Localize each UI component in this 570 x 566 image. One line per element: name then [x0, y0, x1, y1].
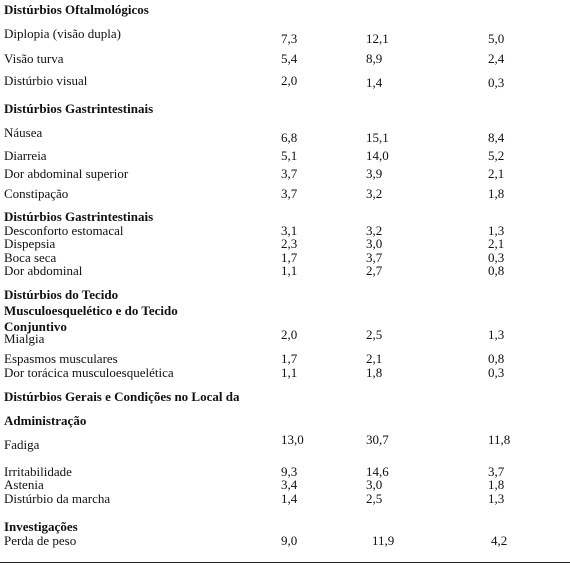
- row-label: Desconforto estomacal: [4, 223, 124, 238]
- value-col-2: 15,1: [366, 130, 389, 145]
- table-row: [0, 366, 570, 380]
- value-col-3: 0,8: [488, 351, 505, 366]
- value-col-1: 3,4: [281, 477, 298, 492]
- section-heading-musculoskeletal-line-1: Distúrbios do Tecido: [4, 287, 119, 302]
- value-col-2: 8,9: [366, 51, 383, 66]
- value-col-1: 1,7: [281, 351, 298, 366]
- section-heading-ophthalmic: Distúrbios Oftalmológicos: [4, 2, 149, 17]
- value-col-2: 3,7: [366, 250, 383, 265]
- value-col-2: 1,8: [366, 365, 383, 380]
- row-label: Astenia: [4, 477, 44, 492]
- table-row: [0, 26, 570, 46]
- row-label: Visão turva: [4, 51, 64, 66]
- value-col-3: 8,4: [488, 130, 505, 145]
- value-col-3: 3,7: [488, 464, 505, 479]
- table-row: [0, 125, 570, 145]
- section-heading-general-line-2: Administração: [4, 413, 87, 428]
- value-col-2: 1,4: [366, 75, 383, 90]
- value-col-2: 3,0: [366, 236, 383, 251]
- value-col-1: 3,7: [281, 186, 298, 201]
- value-col-3: 5,2: [488, 148, 505, 163]
- value-col-3: 5,0: [488, 31, 505, 46]
- section-heading-musculoskeletal-line-2: Musculoesquelético e do Tecido: [4, 303, 178, 318]
- value-col-1: 1,1: [281, 263, 298, 278]
- value-col-2: 2,5: [366, 491, 383, 506]
- row-label: Distúrbio visual: [4, 73, 88, 88]
- value-col-3: 1,8: [488, 477, 505, 492]
- table-row: [0, 264, 570, 278]
- section-heading-gastrointestinal: Distúrbios Gastrintestinais: [4, 101, 154, 116]
- value-col-2: 2,5: [366, 327, 383, 342]
- table-row: [0, 52, 570, 66]
- value-col-2: 3,2: [366, 186, 383, 201]
- row-label: Náusea: [4, 125, 43, 140]
- value-col-1: 6,8: [281, 130, 298, 145]
- value-col-1: 9,3: [281, 464, 298, 479]
- value-col-3: 1,3: [488, 223, 505, 238]
- row-label: Fadiga: [4, 437, 40, 452]
- value-col-1: 2,0: [281, 327, 298, 342]
- row-label: Distúrbio da marcha: [4, 491, 111, 506]
- value-col-1: 7,3: [281, 31, 298, 46]
- row-label: Constipação: [4, 186, 69, 201]
- table-row: [0, 74, 570, 88]
- value-col-2: 30,7: [366, 432, 389, 447]
- row-label: Dor abdominal: [4, 263, 83, 278]
- value-col-1: 1,4: [281, 491, 298, 506]
- table-row: [0, 534, 570, 548]
- value-col-1: 5,1: [281, 148, 298, 163]
- value-col-3: 0,8: [488, 263, 505, 278]
- value-col-3: 11,8: [488, 432, 511, 447]
- row-label: Mialgia: [4, 331, 45, 346]
- table-row: [0, 167, 570, 181]
- row-label: Perda de peso: [4, 533, 77, 548]
- row-label: Dispepsia: [4, 236, 56, 251]
- value-col-1: 5,4: [281, 51, 298, 66]
- value-col-2: 3,0: [366, 477, 383, 492]
- value-col-1: 2,3: [281, 236, 298, 251]
- value-col-3: 2,1: [488, 166, 505, 181]
- value-col-2: 2,7: [366, 263, 383, 278]
- value-col-2: 14,0: [366, 148, 389, 163]
- value-col-3: 2,1: [488, 236, 505, 251]
- value-col-2: 14,6: [366, 464, 389, 479]
- value-col-1: 13,0: [281, 432, 304, 447]
- table-bottom-rule: [0, 562, 570, 563]
- table-row: [0, 237, 570, 251]
- value-col-2: 3,2: [366, 223, 383, 238]
- table-row: [0, 327, 570, 346]
- row-label: Diplopia (visão dupla): [4, 26, 121, 41]
- value-col-3: 4,2: [491, 533, 508, 548]
- value-col-2: 12,1: [366, 31, 389, 46]
- table-row: [0, 352, 570, 366]
- value-col-1: 3,1: [281, 223, 298, 238]
- value-col-3: 1,8: [488, 186, 505, 201]
- value-col-3: 2,4: [488, 51, 505, 66]
- row-label: Dor abdominal superior: [4, 166, 129, 181]
- value-col-1: 3,7: [281, 166, 298, 181]
- value-col-3: 0,3: [488, 75, 505, 90]
- table-row: [0, 492, 570, 506]
- table-row: [0, 149, 570, 163]
- value-col-1: 2,0: [281, 73, 298, 88]
- section-heading-musculoskeletal-line-3: Conjuntivo: [4, 319, 67, 334]
- value-col-2: 3,9: [366, 166, 383, 181]
- table-row: [0, 187, 570, 201]
- value-col-3: 1,3: [488, 327, 505, 342]
- section-heading-gastrointestinal-2: Distúrbios Gastrintestinais: [4, 209, 154, 224]
- value-col-3: 0,3: [488, 250, 505, 265]
- table-row: [0, 432, 570, 452]
- table-row: [0, 478, 570, 492]
- value-col-1: 1,1: [281, 365, 298, 380]
- section-heading-investigations: Investigações: [4, 519, 78, 534]
- value-col-1: 9,0: [281, 533, 298, 548]
- row-label: Irritabilidade: [4, 464, 72, 479]
- row-label: Boca seca: [4, 250, 57, 265]
- row-label: Espasmos musculares: [4, 351, 118, 366]
- value-col-3: 1,3: [488, 491, 505, 506]
- row-label: Diarreia: [4, 148, 47, 163]
- section-heading-general-line-1: Distúrbios Gerais e Condições no Local da: [4, 389, 240, 404]
- value-col-1: 1,7: [281, 250, 298, 265]
- row-label: Dor torácica musculoesquelética: [4, 365, 174, 380]
- value-col-2: 11,9: [372, 533, 395, 548]
- value-col-2: 2,1: [366, 351, 383, 366]
- value-col-3: 0,3: [488, 365, 505, 380]
